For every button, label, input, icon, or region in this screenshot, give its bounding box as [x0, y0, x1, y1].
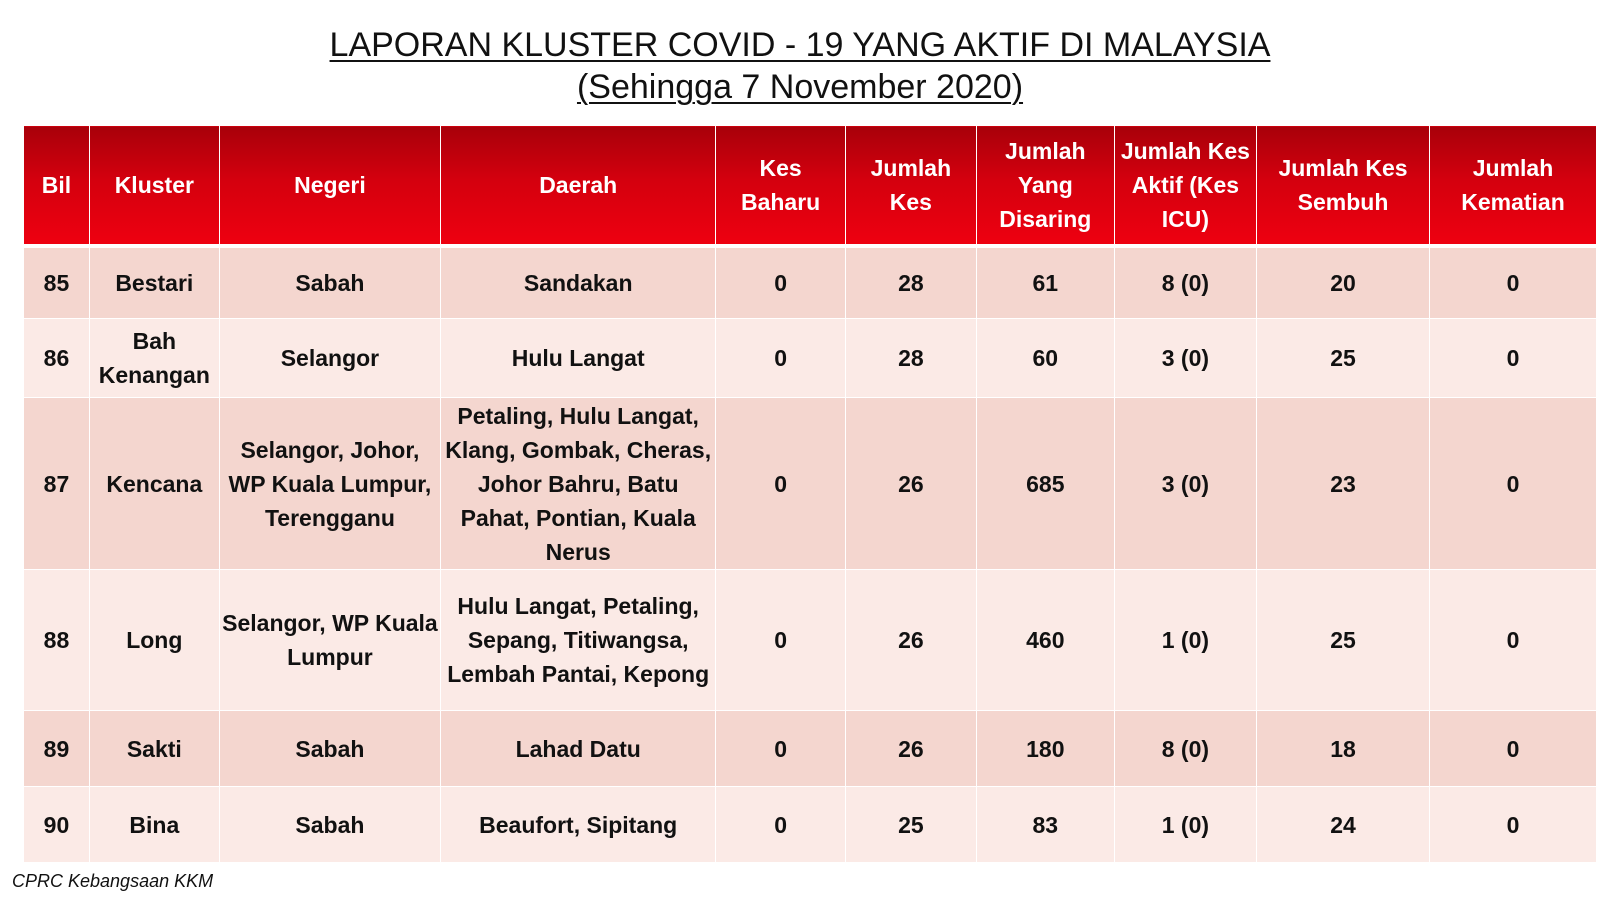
cell-jumlah-kes: 26	[845, 570, 976, 711]
cell-negeri: Selangor, Johor, WP Kuala Lumpur, Terengganu	[219, 398, 440, 570]
cell-bil: 90	[24, 787, 90, 863]
header-kes-sembuh: Jumlah Kes Sembuh	[1256, 126, 1429, 246]
cell-kes-aktif: 8 (0)	[1114, 246, 1256, 319]
cell-kes-aktif: 8 (0)	[1114, 711, 1256, 787]
table-row	[24, 398, 1597, 570]
table-row	[24, 711, 1597, 787]
cell-jumlah-kes: 28	[845, 319, 976, 398]
cell-kes-baharu: 0	[716, 711, 846, 787]
cell-jumlah-disaring: 685	[976, 398, 1114, 570]
cell-jumlah-disaring: 460	[976, 570, 1114, 711]
cell-jumlah-disaring: 61	[976, 246, 1114, 319]
cell-kes-aktif: 3 (0)	[1114, 319, 1256, 398]
cell-kematian: 0	[1430, 570, 1597, 711]
cell-kes-baharu: 0	[716, 246, 846, 319]
cell-daerah: Hulu Langat, Petaling, Sepang, Titiwangsa, Lembah Pantai, Kepong	[441, 570, 716, 711]
cell-negeri: Selangor	[219, 319, 440, 398]
cell-negeri: Sabah	[219, 711, 440, 787]
cell-kes-sembuh: 23	[1256, 398, 1429, 570]
report-title-block	[0, 24, 1600, 108]
table-row	[24, 319, 1597, 398]
cell-jumlah-disaring: 60	[976, 319, 1114, 398]
cell-kluster: Kencana	[89, 398, 219, 570]
cell-negeri: Sabah	[219, 246, 440, 319]
cell-jumlah-kes: 25	[845, 787, 976, 863]
table-header-row	[24, 126, 1597, 246]
cell-daerah: Hulu Langat	[441, 319, 716, 398]
cell-kes-aktif: 1 (0)	[1114, 787, 1256, 863]
header-jumlah-disaring: Jumlah Yang Disaring	[976, 126, 1114, 246]
table-row	[24, 570, 1597, 711]
cluster-table	[23, 125, 1597, 863]
header-kes-aktif: Jumlah Kes Aktif (Kes ICU)	[1114, 126, 1256, 246]
report-title: LAPORAN KLUSTER COVID - 19 YANG AKTIF DI MALAYSIA	[329, 26, 1271, 64]
cell-kluster: Sakti	[89, 711, 219, 787]
cell-kematian: 0	[1430, 787, 1597, 863]
header-bil: Bil	[24, 126, 90, 246]
cell-bil: 89	[24, 711, 90, 787]
cell-kluster: Bina	[89, 787, 219, 863]
header-negeri: Negeri	[219, 126, 440, 246]
cell-kes-sembuh: 18	[1256, 711, 1429, 787]
cell-daerah: Petaling, Hulu Langat, Klang, Gombak, Cheras, Johor Bahru, Batu Pahat, Pontian, Kuala Nerus	[441, 398, 716, 570]
cell-bil: 87	[24, 398, 90, 570]
cell-jumlah-disaring: 180	[976, 711, 1114, 787]
header-daerah: Daerah	[441, 126, 716, 246]
cell-negeri: Selangor, WP Kuala Lumpur	[219, 570, 440, 711]
cell-daerah: Lahad Datu	[441, 711, 716, 787]
cell-kluster: Bah Kenangan	[89, 319, 219, 398]
cell-kes-baharu: 0	[716, 319, 846, 398]
cell-jumlah-kes: 28	[845, 246, 976, 319]
cell-kes-aktif: 3 (0)	[1114, 398, 1256, 570]
cell-kluster: Long	[89, 570, 219, 711]
cell-kes-aktif: 1 (0)	[1114, 570, 1256, 711]
cell-kematian: 0	[1430, 711, 1597, 787]
cell-negeri: Sabah	[219, 787, 440, 863]
cell-kluster: Bestari	[89, 246, 219, 319]
cell-kes-sembuh: 20	[1256, 246, 1429, 319]
header-kes-baharu: Kes Baharu	[716, 126, 846, 246]
header-kluster: Kluster	[89, 126, 219, 246]
cell-kes-sembuh: 24	[1256, 787, 1429, 863]
source-footer: CPRC Kebangsaan KKM	[12, 871, 214, 891]
cell-jumlah-kes: 26	[845, 398, 976, 570]
cell-bil: 88	[24, 570, 90, 711]
header-kematian: Jumlah Kematian	[1430, 126, 1597, 246]
cell-bil: 86	[24, 319, 90, 398]
table-row	[24, 787, 1597, 863]
cell-kes-baharu: 0	[716, 398, 846, 570]
cell-kes-sembuh: 25	[1256, 570, 1429, 711]
cell-jumlah-disaring: 83	[976, 787, 1114, 863]
cell-daerah: Beaufort, Sipitang	[441, 787, 716, 863]
cell-kematian: 0	[1430, 319, 1597, 398]
cell-kematian: 0	[1430, 398, 1597, 570]
report-date: (Sehingga 7 November 2020)	[576, 68, 1024, 106]
cell-kes-baharu: 0	[716, 570, 846, 711]
cell-daerah: Sandakan	[441, 246, 716, 319]
cell-kes-baharu: 0	[716, 787, 846, 863]
header-jumlah-kes: Jumlah Kes	[845, 126, 976, 246]
cell-kematian: 0	[1430, 246, 1597, 319]
cell-bil: 85	[24, 246, 90, 319]
cell-kes-sembuh: 25	[1256, 319, 1429, 398]
cell-jumlah-kes: 26	[845, 711, 976, 787]
table-row	[24, 246, 1597, 319]
